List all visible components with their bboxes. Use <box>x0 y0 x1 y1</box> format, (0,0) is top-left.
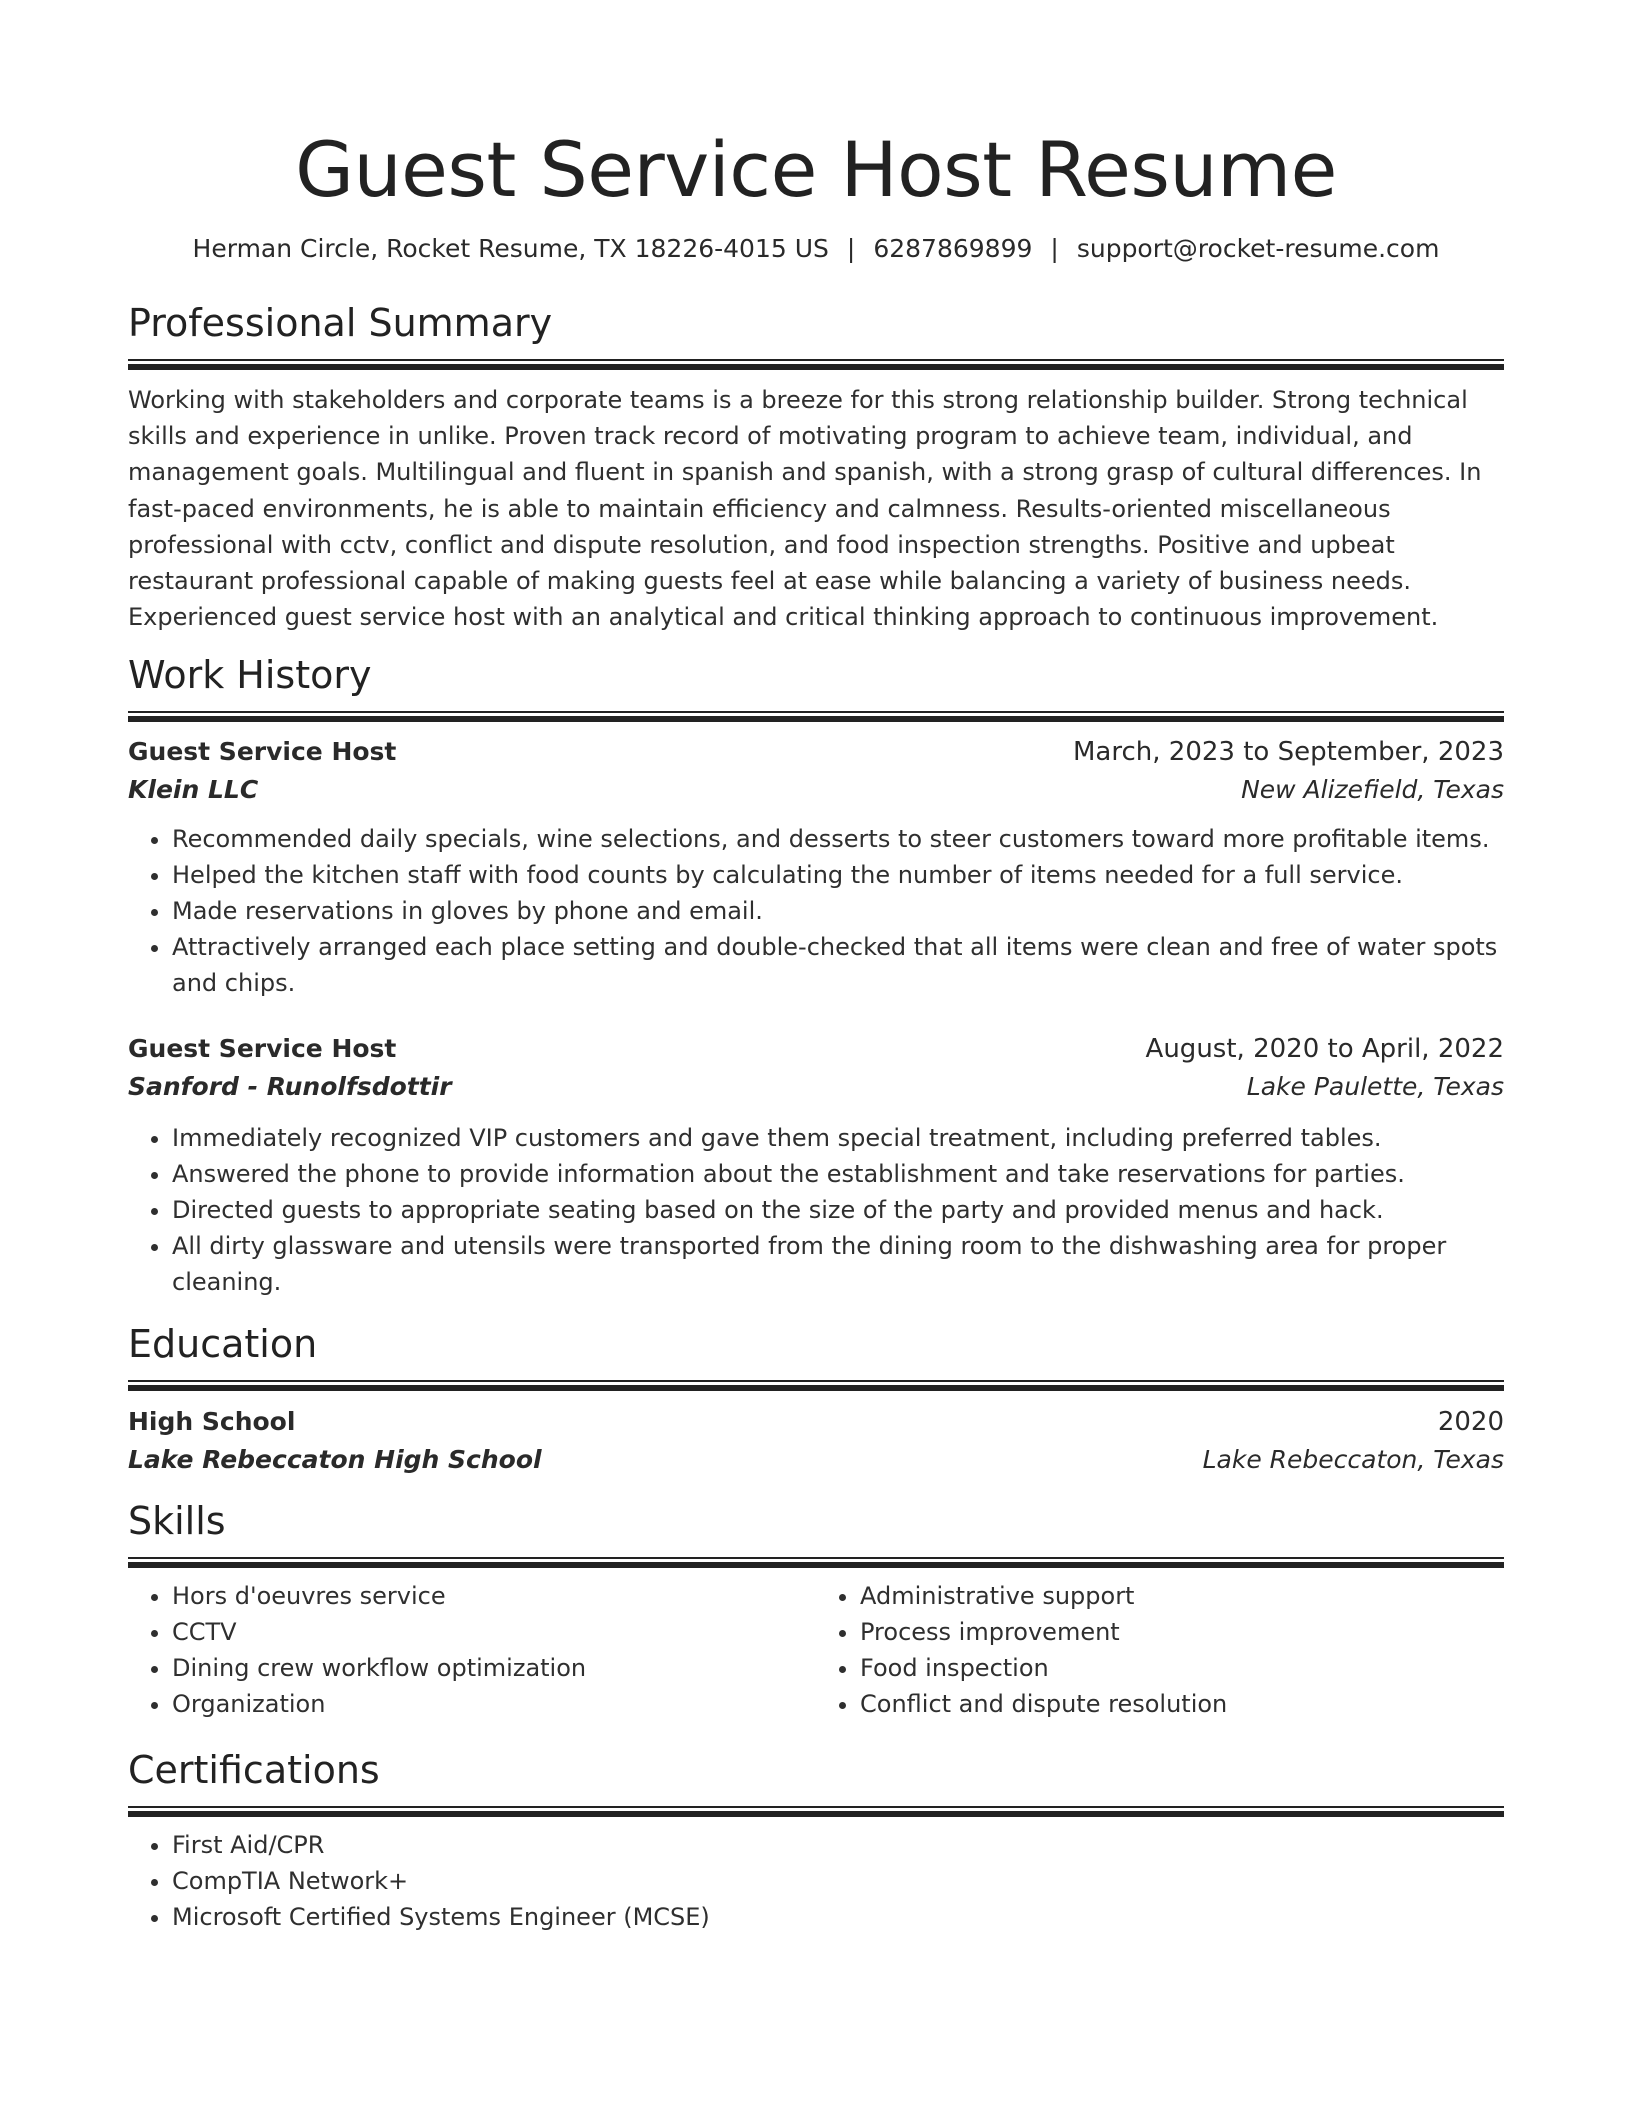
list-item: • Answered the phone to provide information about the establishment and take reservations for parties. <box>172 1156 1504 1192</box>
job-entry <box>128 1030 1504 1300</box>
skills-section <box>128 1497 1504 1722</box>
work-history-section <box>128 651 1504 1300</box>
phone-text: 6287869899 <box>873 234 1033 263</box>
contact-line <box>128 232 1504 266</box>
graduation-year: 2020 <box>1437 1407 1504 1438</box>
certification-item: • Microsoft Certified Systems Engineer (MCSE) <box>172 1899 1504 1935</box>
skill-item: • CCTV <box>172 1614 816 1650</box>
education-section <box>128 1320 1504 1479</box>
skill-item: • Administrative support <box>860 1578 1504 1614</box>
list-item: • Made reservations in gloves by phone and email. <box>172 893 1504 929</box>
job-dates: August, 2020 to April, 2022 <box>1145 1034 1504 1065</box>
section-heading-education: Education <box>128 1322 318 1367</box>
certifications-section <box>128 1746 1504 1935</box>
section-heading-work: Work History <box>128 653 372 698</box>
section-heading-skills: Skills <box>128 1499 226 1544</box>
separator: | <box>1050 234 1059 263</box>
job-title: Guest Service Host <box>128 737 397 767</box>
job-bullets <box>128 821 1504 1001</box>
school-name: Lake Rebeccaton High School <box>128 1445 542 1475</box>
skill-item: • Dining crew workflow optimization <box>172 1650 816 1686</box>
skills-grid <box>128 1578 1504 1722</box>
skills-list-left <box>128 1578 816 1722</box>
certifications-list <box>128 1827 1504 1935</box>
list-item: • Helped the kitchen staff with food counts by calculating the number of items needed for a full service. <box>172 857 1504 893</box>
list-item: • Directed guests to appropriate seating based on the size of the party and provided menus and hack. <box>172 1192 1504 1228</box>
job-location: Lake Paulette, Texas <box>1246 1072 1504 1102</box>
section-divider <box>128 1380 1504 1391</box>
summary-section <box>128 299 1504 635</box>
job-bullets <box>128 1120 1504 1300</box>
certification-item: • CompTIA Network+ <box>172 1863 1504 1899</box>
section-divider <box>128 1557 1504 1568</box>
skills-list-right <box>816 1578 1504 1722</box>
list-item: • Recommended daily specials, wine selections, and desserts to steer customers toward more profitable items. <box>172 821 1504 857</box>
skill-item: • Hors d'oeuvres service <box>172 1578 816 1614</box>
list-item: • Attractively arranged each place setting and double-checked that all items were clean and free of water spots and chips. <box>172 929 1504 1001</box>
job-entry <box>128 733 1504 1001</box>
skill-item: • Process improvement <box>860 1614 1504 1650</box>
section-divider <box>128 711 1504 722</box>
section-divider <box>128 1806 1504 1817</box>
degree-name: High School <box>128 1407 296 1437</box>
skill-item: • Conflict and dispute resolution <box>860 1686 1504 1722</box>
skill-item: • Food inspection <box>860 1650 1504 1686</box>
job-location: New Alizefield, Texas <box>1241 775 1504 805</box>
certification-item: • First Aid/CPR <box>172 1827 1504 1863</box>
company-name: Sanford - Runolfsdottir <box>128 1072 452 1102</box>
email-link[interactable]: support@rocket-resume.com <box>1076 234 1440 263</box>
job-title: Guest Service Host <box>128 1034 397 1064</box>
resume-page <box>128 0 1504 1935</box>
resume-title: Guest Service Host Resume <box>295 125 1337 214</box>
address-text: Herman Circle, Rocket Resume, TX 18226-4015 US <box>192 234 829 263</box>
separator: | <box>846 234 856 263</box>
section-divider <box>128 359 1504 370</box>
section-heading-summary: Professional Summary <box>128 301 553 345</box>
list-item: • All dirty glassware and utensils were transported from the dining room to the dishwashing area for proper cleaning. <box>172 1228 1504 1300</box>
section-heading-certifications: Certifications <box>128 1748 380 1793</box>
company-name: Klein LLC <box>128 775 259 805</box>
list-item: • Immediately recognized VIP customers and gave them special treatment, including preferred tables. <box>172 1120 1504 1156</box>
school-location: Lake Rebeccaton, Texas <box>1202 1445 1504 1475</box>
summary-text: Working with stakeholders and corporate teams is a breeze for this strong relationship builder. Strong technical skills and experience in unlike. Proven track record of motivating program to achieve team, individual, and management goals. Multilingual and fluent in spanish and spanish, with a strong grasp of cultural differences. In fast-paced environments, he is able to maintain efficiency and calmness. Results-oriented miscellaneous professional with cctv, conflict and dispute resolution, and food inspection strengths. Positive and upbeat restaurant professional capable of making guests feel at ease while balancing a variety of business needs. Experienced guest service host with an analytical and critical thinking approach to continuous improvement. <box>128 386 1482 632</box>
job-dates: March, 2023 to September, 2023 <box>1073 737 1504 768</box>
skill-item: • Organization <box>172 1686 816 1722</box>
